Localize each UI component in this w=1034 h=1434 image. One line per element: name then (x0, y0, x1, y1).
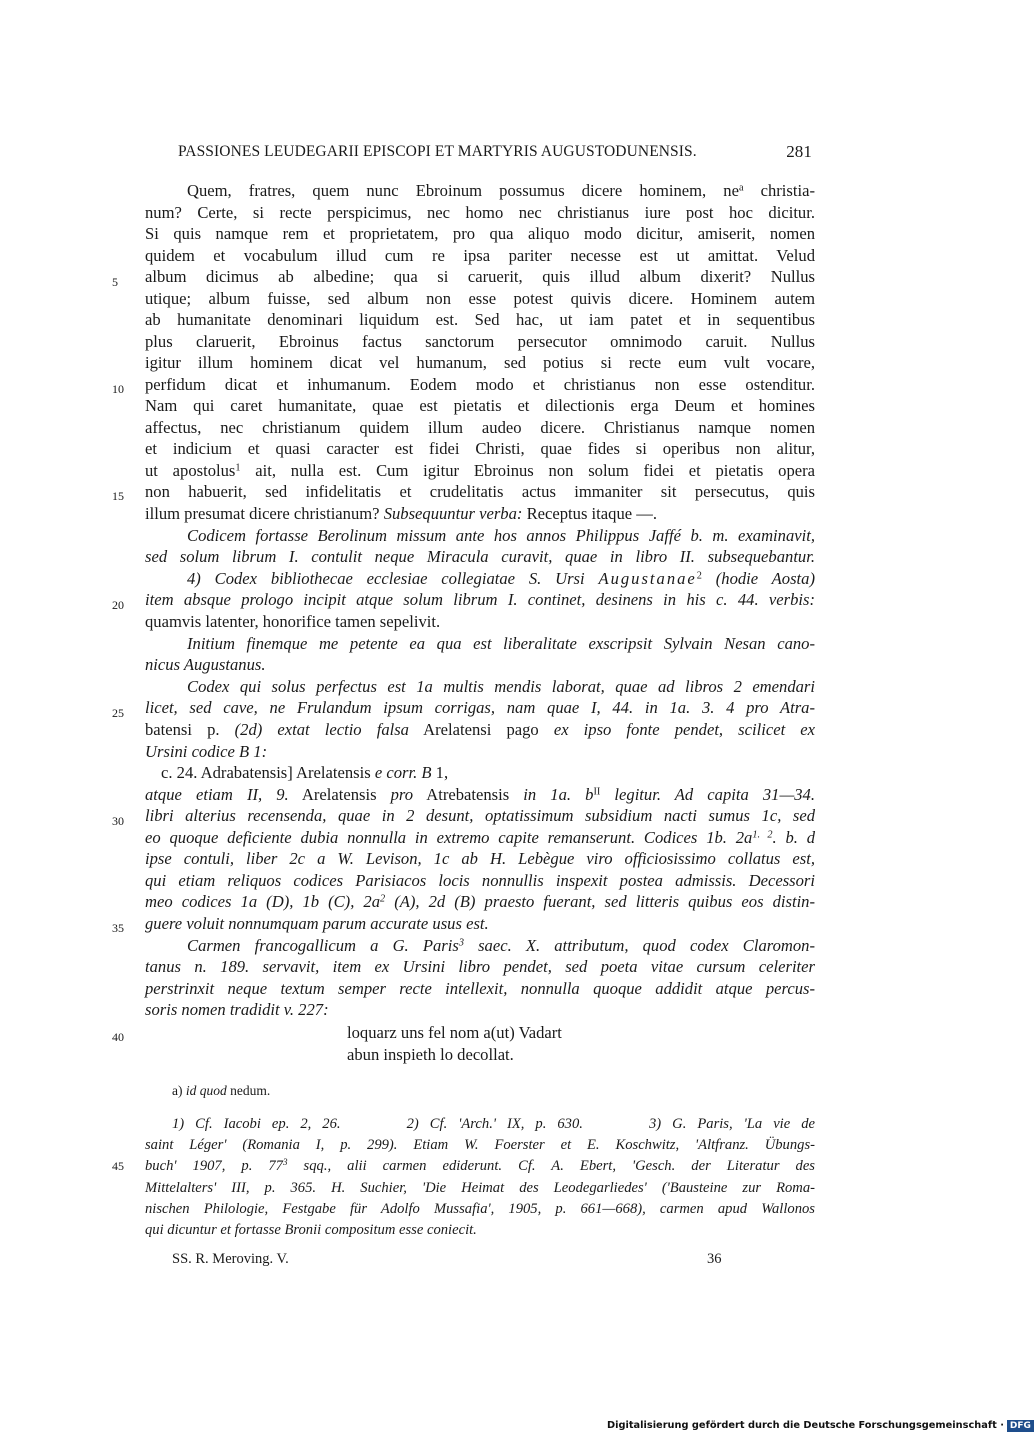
running-head-title: PASSIONES LEUDEGARII EPISCOPI ET MARTYRIS AUGUSTODUNENSIS. (178, 143, 697, 160)
commentary-line: quamvis latenter, honorifice tamen sepelivit. (145, 612, 441, 631)
body-line: et indicium et quasi caracter est fidei Christi, quae fides si operibus non alitur, (145, 439, 815, 458)
commentary-line: ipse contuli, liber 2c a W. Levison, 1c ab H. Lebègue viro officiosissimo collatus est, (145, 849, 815, 868)
line-number: 20 (112, 598, 124, 612)
commentary-line: batensi p. (2d) extat lectio falsa Arelatensi pago ex ipso fonte pendet, scilicet ex (145, 720, 816, 739)
footnote-line: nischen Philologie, Festgabe für Adolfo Mussafia', 1905, p. 661—668), carmen apud Wallonos (145, 1201, 815, 1217)
line-number: 35 (112, 921, 124, 935)
body-line: Nam qui caret humanitate, quae est pietatis et dilectionis erga Deum et homines (145, 396, 815, 415)
line-number: 30 (112, 814, 124, 828)
body-line: album dicimus ab albedine; qua si caruerit, quis illud album dixerit? Nullus (145, 267, 815, 286)
line-number: 5 (112, 275, 118, 289)
body-line: perfidum dicat et inhumanum. Eodem modo et christianus non esse ostenditur. (145, 375, 815, 394)
line-number: 25 (112, 706, 124, 720)
body-line: igitur illum hominem dicat vel humanum, sed potius si recte eum vult vocare, (145, 353, 815, 372)
footnote-line: buch' 1907, p. $77^3$ sqq., alii carmen ediderunt. Cf. A. Ebert, 'Gesch. der Literatur des (145, 1157, 815, 1174)
commentary-line: nicus Augustanus. (145, 655, 266, 674)
commentary-line: 4) Codex bibliothecae ecclesiae collegiatae S. Ursi Augustanae$^2$ (hodie Aosta) (187, 569, 815, 588)
commentary-line: eo quoque deficiente dubia nonnulla in extremo capite remanserunt. Codices 1b. $2a^{1. 2}$. b. d (145, 828, 816, 847)
commentary-line: libri alterius recensenda, quae in 2 desunt, optatissimum subsidium nacti sumus 1c, sed (145, 806, 815, 825)
commentary-line: meo codices 1a (D), 1b (C), $2a^2$ (A), 2d (B) praesto fuerant, sed litteris quibus eos distin- (145, 892, 815, 911)
body-line: non habuerit, sed infidelitatis et crudelitatis actus immaniter sit persecutus, quis (145, 482, 815, 501)
commentary-line: Initium finemque me petente ea qua est liberalitate exscripsit Sylvain Nesan cano- (187, 634, 815, 653)
commentary-line: Codicem fortasse Berolinum missum ante hos annos Philippus Jaffé b. m. examinavit, (187, 526, 815, 545)
body-line: ut apostolus$^1$ ait, nulla est. Cum igitur Ebroinus non solum fidei et pietatis opera (145, 461, 815, 480)
body-line: illum presumat dicere christianum? Subsequuntur verba: Receptus itaque —. (145, 504, 657, 523)
dfg-logo-icon: DFG (1007, 1420, 1034, 1432)
line-number: 10 (112, 382, 124, 396)
footnote-line: Mittelalters' III, p. 365. H. Suchier, 'Die Heimat des Leodegarliedes' ('Bausteine zur Roma- (145, 1180, 815, 1196)
body-line: num? Certe, si recte perspicimus, nec homo nec christianus iure post hoc dicitur. (145, 203, 815, 222)
body-line: affectus, nec christianum quidem illum audeo dicere. Christianus namque nomen (145, 418, 815, 437)
body-line: Quem, fratres, quem nunc Ebroinum possumus dicere hominem, $ne^a$ christia- (187, 181, 815, 200)
commentary-line: qui etiam reliquos codices Parisiacos locis nonnullis inspexit postea admissis. Decessori (145, 871, 815, 890)
body-line: quidem et vocabulum illud cum re ipsa pariter necesse est ut amittat. Velud (145, 246, 815, 265)
line-number: 45 (112, 1159, 124, 1173)
footnote-line: qui dicuntur et fortasse Bronii compositum esse coniecit. (145, 1222, 477, 1238)
body-line: utique; album fuisse, sed album non esse potest quivis dicere. Hominem autem (145, 289, 815, 308)
commentary-line: c. 24. Adrabatensis] Arelatensis e corr. B 1, (161, 763, 449, 782)
commentary-line: Carmen francogallicum a G. Paris$^3$ saec. X. attributum, quod codex Claromon- (187, 936, 816, 955)
commentary-line: Ursini codice B 1: (145, 742, 268, 761)
commentary-line: atque etiam II, 9. Arelatensis pro Atrebatensis in 1a. $b^{II}$ legitur. Ad capita 31—34. (145, 785, 815, 804)
footnote-line: saint Léger' (Romania I, p. 299). Etiam W. Foerster et E. Koschwitz, 'Altfranz. Übungs- (145, 1137, 815, 1153)
commentary-line: Codex qui solus perfectus est 1a multis mendis laborat, quae ad libros 2 emendari (187, 677, 815, 696)
commentary-line: item absque prologo incipit atque solum librum I. continet, desinens in his c. 44. verbis: (145, 590, 815, 609)
footnote-line: 1) Cf. Iacobi ep. 2, 26. 2) Cf. 'Arch.' IX, p. 630. 3) G. Paris, 'La vie de (172, 1116, 815, 1132)
series-signature: SS. R. Meroving. V. (172, 1251, 289, 1267)
line-number: 40 (112, 1030, 124, 1044)
commentary-line: perstrinxit neque textum semper recte intellexit, nonnulla quoque addidit atque percus- (145, 979, 815, 998)
line-number: 15 (112, 489, 124, 503)
sheet-signature: 36 (707, 1251, 722, 1267)
commentary-line: sed solum librum I. contulit neque Miracula curavit, quae in libro II. subsequebantur. (145, 547, 815, 566)
apparatus-note: a) id quod nedum. (172, 1083, 271, 1098)
body-line: Si quis namque rem et proprietatem, pro qua aliquo modo dicitur, amiserit, nomen (145, 224, 815, 243)
body-line: ab humanitate denominari liquidum est. Sed hac, ut iam patet et in sequentibus (145, 310, 815, 329)
commentary-line: soris nomen tradidit v. 227: (145, 1000, 329, 1019)
commentary-line: licet, sed cave, ne Frulandum ipsum corrigas, nam quae I, 44. in 1a. 3. 4 pro Atra- (145, 698, 815, 717)
commentary-line: tanus n. 189. servavit, item ex Ursini libro pendet, sed poeta vitae cursum celeriter (145, 957, 815, 976)
verse-line: abun inspieth lo decollat. (347, 1045, 514, 1064)
digitization-note: Digitalisierung gefördert durch die Deutsche Forschungsgemeinschaft · DFG (607, 1420, 1034, 1434)
page-number: 281 (786, 142, 812, 161)
commentary-line: guere voluit nonnumquam parum accurate usus est. (145, 914, 489, 933)
verse-line: loquarz uns fel nom a(ut) Vadart (347, 1023, 562, 1042)
body-line: plus claruerit, Ebroinus factus sanctorum persecutor omnimodo caruit. Nullus (145, 332, 815, 351)
